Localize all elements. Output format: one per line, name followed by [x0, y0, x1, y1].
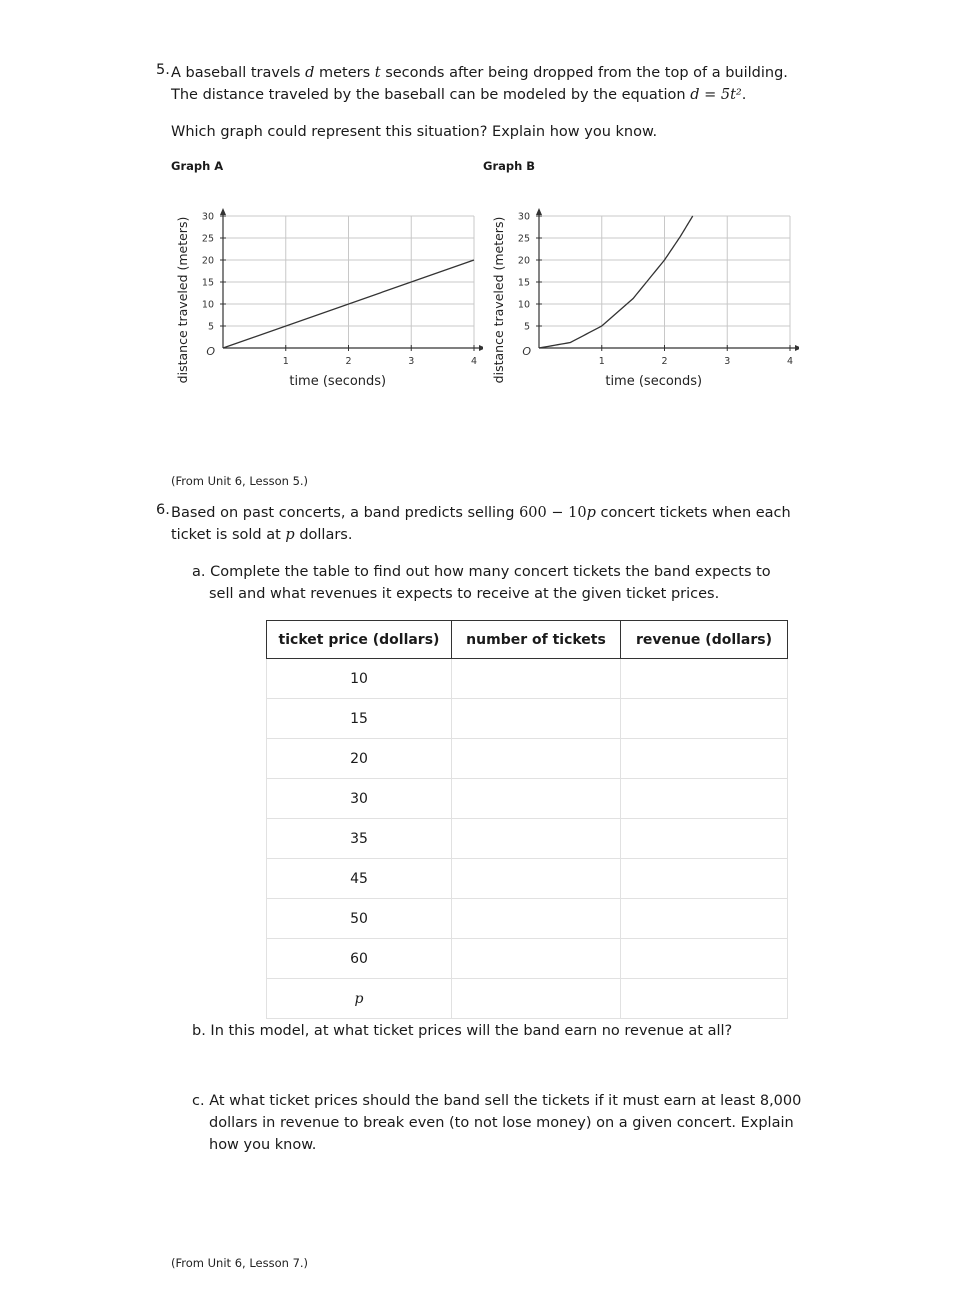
y-tick-label: 15: [517, 277, 530, 289]
y-tick-label: 5: [523, 321, 530, 333]
header-number-of-tickets: number of tickets: [452, 621, 621, 659]
question-6-line-1: Based on past concerts, a band predicts selling 600 − 10p concert tickets when each: [171, 505, 791, 521]
price-cell: 30: [267, 779, 452, 819]
tickets-cell[interactable]: [452, 699, 621, 739]
price-cell: 10: [267, 659, 452, 699]
x-axis-label: time (seconds): [605, 374, 703, 389]
table-row: [267, 739, 788, 779]
tickets-cell[interactable]: [452, 819, 621, 859]
equation: d = 5t²: [690, 87, 742, 103]
table-row: [267, 859, 788, 899]
table-row: [267, 899, 788, 939]
revenue-cell[interactable]: [621, 859, 788, 899]
y-tick-label: 30: [201, 211, 214, 223]
table-row: [267, 939, 788, 979]
graph-b-chart: [484, 195, 799, 395]
revenue-cell[interactable]: [621, 939, 788, 979]
tickets-cell[interactable]: [452, 939, 621, 979]
revenue-cell[interactable]: [621, 899, 788, 939]
y-tick-label: 10: [201, 299, 214, 311]
revenue-cell[interactable]: [621, 819, 788, 859]
question-6-number: 6.: [156, 502, 170, 518]
y-tick-label: 25: [201, 233, 214, 245]
x-tick-label: 3: [724, 356, 731, 367]
table-row: [267, 979, 788, 1019]
x-tick-label: 3: [408, 356, 415, 367]
price-cell: p: [267, 979, 452, 1019]
table-row: [267, 659, 788, 699]
y-axis-arrow: [220, 208, 226, 215]
price-cell: 20: [267, 739, 452, 779]
y-axis-label: distance traveled (meters): [175, 216, 190, 384]
table-header-row: [267, 621, 788, 659]
x-tick-label: 1: [282, 356, 289, 367]
part-a-line-2: sell and what revenues it expects to receive at the given ticket prices.: [209, 586, 720, 602]
table-row: [267, 819, 788, 859]
x-tick-label: 1: [598, 356, 605, 367]
question-5-source: (From Unit 6, Lesson 5.): [171, 474, 309, 488]
x-axis-label: time (seconds): [289, 374, 387, 389]
y-tick-label: 25: [517, 233, 530, 245]
revenue-cell[interactable]: [621, 779, 788, 819]
price-cell: 50: [267, 899, 452, 939]
question-5-line-1: A baseball travels d meters t seconds after being dropped from the top of a building.: [171, 65, 788, 81]
graph-b-title: Graph B: [483, 159, 536, 173]
part-c-line-1: c. At what ticket prices should the band sell the tickets if it must earn at least 8,000: [192, 1093, 802, 1109]
y-tick-label: 5: [207, 321, 214, 333]
x-tick-label: 2: [345, 356, 352, 367]
header-revenue: revenue (dollars): [621, 621, 788, 659]
price-cell: 35: [267, 819, 452, 859]
question-6-line-2: ticket is sold at p dollars.: [171, 527, 353, 543]
revenue-cell[interactable]: [621, 979, 788, 1019]
graph-a-title: Graph A: [171, 159, 224, 173]
y-axis-label: distance traveled (meters): [491, 216, 506, 384]
revenue-cell[interactable]: [621, 739, 788, 779]
tickets-cell[interactable]: [452, 899, 621, 939]
tickets-cell[interactable]: [452, 659, 621, 699]
price-cell: 45: [267, 859, 452, 899]
part-c-line-2: dollars in revenue to break even (to not lose money) on a given concert. Explain: [209, 1115, 794, 1131]
y-tick-label: 15: [201, 277, 214, 289]
ticket-table: [266, 620, 788, 1019]
tickets-cell[interactable]: [452, 739, 621, 779]
y-tick-label: 20: [517, 255, 530, 267]
origin-label: O: [206, 345, 215, 358]
revenue-cell[interactable]: [621, 699, 788, 739]
x-tick-label: 4: [470, 356, 478, 367]
x-tick-label: 4: [786, 356, 794, 367]
x-tick-label: 2: [661, 356, 668, 367]
x-axis-arrow: [479, 345, 483, 351]
part-a-line-1: a. Complete the table to find out how many concert tickets the band expects to: [192, 564, 771, 580]
origin-label: O: [522, 345, 531, 358]
price-cell: 60: [267, 939, 452, 979]
question-6-source: (From Unit 6, Lesson 7.): [171, 1256, 309, 1270]
question-5-number: 5.: [156, 62, 170, 78]
part-b: b. In this model, at what ticket prices will the band earn no revenue at all?: [192, 1023, 733, 1039]
table-row: [267, 699, 788, 739]
question-5-prompt: Which graph could represent this situation? Explain how you know.: [171, 124, 658, 140]
question-5-line-2: The distance traveled by the baseball can be modeled by the equation d = 5t².: [171, 87, 747, 103]
header-ticket-price: ticket price (dollars): [267, 621, 452, 659]
tickets-cell[interactable]: [452, 859, 621, 899]
table-row: [267, 779, 788, 819]
y-tick-label: 30: [517, 211, 530, 223]
y-axis-arrow: [536, 208, 542, 215]
y-tick-label: 10: [517, 299, 530, 311]
graph-a-chart: [168, 195, 483, 395]
price-cell: 15: [267, 699, 452, 739]
y-tick-label: 20: [201, 255, 214, 267]
x-axis-arrow: [795, 345, 799, 351]
tickets-cell[interactable]: [452, 979, 621, 1019]
part-c-line-3: how you know.: [209, 1137, 317, 1153]
revenue-cell[interactable]: [621, 659, 788, 699]
tickets-cell[interactable]: [452, 779, 621, 819]
